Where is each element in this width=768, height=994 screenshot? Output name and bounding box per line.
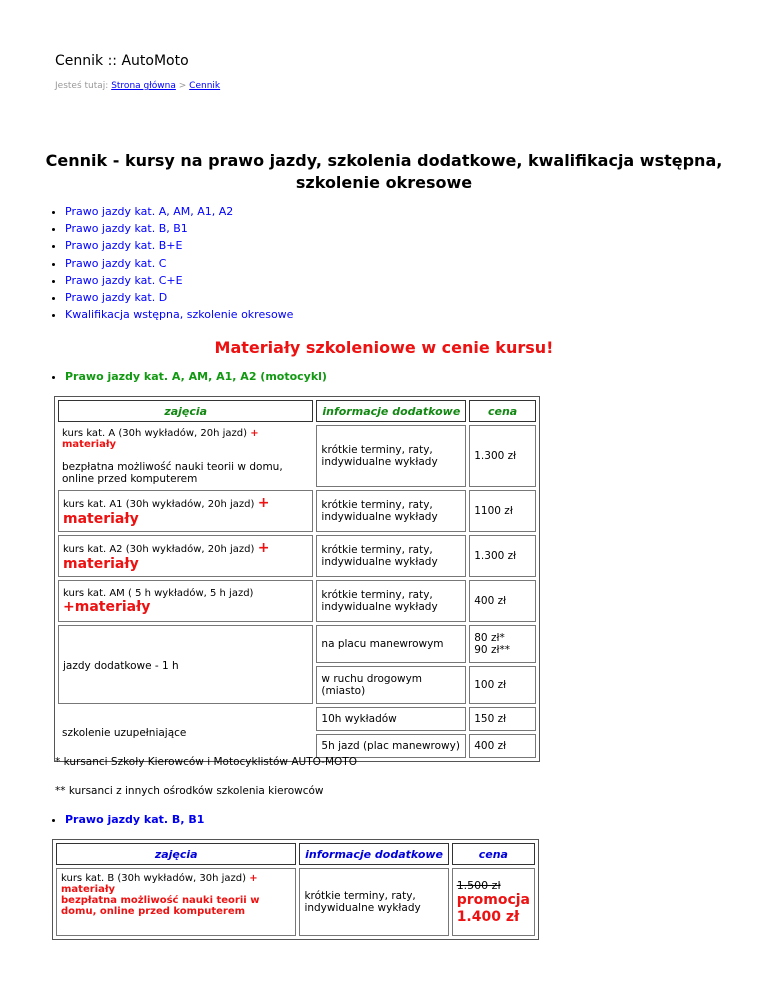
breadcrumb-home-link[interactable]: Strona główna <box>111 81 176 91</box>
row-refresh-price-2: 400 zł <box>469 734 536 758</box>
row-a2-price: 1.300 zł <box>469 535 536 577</box>
row-a2-course: kurs kat. A2 (30h wykładów, 20h jazd) <box>63 544 255 555</box>
row-a-label <box>58 425 313 487</box>
row-a1-label <box>58 490 313 532</box>
row-a1-course: kurs kat. A1 (30h wykładów, 20h jazd) <box>63 499 255 510</box>
row-b-plus: + <box>249 873 258 884</box>
row-am-info: krótkie terminy, raty, indywidualne wykłady <box>316 580 466 622</box>
breadcrumb-current-link[interactable]: Cennik <box>189 81 221 91</box>
row-am-label <box>58 580 313 622</box>
link-kat-b[interactable]: • Prawo jazdy kat. B, B1 <box>65 220 293 237</box>
row-a1-materials: materiały <box>63 511 139 527</box>
row-a-info: krótkie terminy, raty, indywidualne wykłady <box>316 425 466 487</box>
row-a1-price: 1100 zł <box>469 490 536 532</box>
row-refresh-price-1: 150 zł <box>469 707 536 731</box>
row-a2-label <box>58 535 313 577</box>
row-b-course: kurs kat. B (30h wykładów, 30h jazd) <box>61 873 247 884</box>
table-row <box>58 580 536 622</box>
header-zajecia: zajęcia <box>58 400 313 422</box>
breadcrumb-separator: > <box>178 81 187 91</box>
row-am-materials: +materiały <box>63 599 151 615</box>
row-a2-plus: + <box>257 540 270 556</box>
link-kat-d[interactable]: • Prawo jazdy kat. D <box>65 289 293 306</box>
row-b-promo-price: 1.400 zł <box>456 908 520 925</box>
row-a-materials: + materiały <box>62 428 259 450</box>
header-cena: cena <box>469 400 536 422</box>
row-a-price: 1.300 zł <box>469 425 536 487</box>
header-informacje-b: informacje dodatkowe <box>299 843 448 865</box>
row-extra-price-1 <box>469 625 536 663</box>
row-a-sub: bezpłatna możliwość nauki teorii w domu, online przed komputerem <box>62 461 283 485</box>
row-b-label <box>56 868 296 936</box>
row-am-price: 400 zł <box>469 580 536 622</box>
table-row <box>58 625 536 663</box>
row-refresh-info-2: 5h jazd (plac manewrowy) <box>316 734 466 758</box>
footnote-2: ** kursanci z innych ośrodków szkolenia kierowców <box>55 785 324 797</box>
price-table-a <box>54 396 540 762</box>
row-extra-price-1b: 90 zł** <box>474 644 510 656</box>
header-zajecia-b: zajęcia <box>56 843 296 865</box>
row-refresh-label: szkolenie uzupełniające <box>62 726 187 739</box>
row-refresh-info-1: 10h wykładów <box>316 707 466 731</box>
row-extra-price-2: 100 zł <box>469 666 536 704</box>
table-row <box>58 490 536 532</box>
row-a2-materials: materiały <box>63 556 139 572</box>
price-table-b <box>52 839 539 940</box>
row-a2-info: krótkie terminy, raty, indywidualne wykłady <box>316 535 466 577</box>
row-b-sub: bezpłatna możliwość nauki teorii w domu, online przed komputerem <box>61 895 260 917</box>
section-b-heading[interactable]: • Prawo jazdy kat. B, B1 <box>65 813 204 826</box>
row-extra-label: jazdy dodatkowe - 1 h <box>58 625 313 704</box>
table-row <box>58 707 536 731</box>
breadcrumb-prefix: Jesteś tutaj: <box>55 81 109 91</box>
row-b-promo-label: promocja <box>456 891 530 908</box>
section-b-heading-list <box>30 813 204 826</box>
breadcrumb <box>55 81 220 91</box>
row-a-course: kurs kat. A (30h wykładów, 20h jazd) <box>62 428 248 439</box>
section-a-heading-list <box>30 370 327 383</box>
row-b-info: krótkie terminy, raty, indywidualne wykłady <box>299 868 448 936</box>
site-title: Cennik :: AutoMoto <box>55 53 189 69</box>
table-row <box>56 868 535 936</box>
row-b-price <box>452 868 535 936</box>
category-link-list <box>30 203 293 323</box>
header-informacje: informacje dodatkowe <box>316 400 466 422</box>
row-b-materials: materiały <box>61 884 116 895</box>
table-row <box>58 535 536 577</box>
link-kat-a[interactable]: • Prawo jazdy kat. A, AM, A1, A2 <box>65 203 293 220</box>
link-kat-ce[interactable]: • Prawo jazdy kat. C+E <box>65 272 293 289</box>
row-b-old-price: 1.500 zł <box>456 878 501 892</box>
page-title: Cennik - kursy na prawo jazdy, szkolenia dodatkowe, kwalifikacja wstępna, szkolenie okresowe <box>45 151 723 192</box>
link-kat-be[interactable]: • Prawo jazdy kat. B+E <box>65 237 293 254</box>
row-am-course: kurs kat. AM ( 5 h wykładów, 5 h jazd) <box>63 588 254 599</box>
section-a-heading: • Prawo jazdy kat. A, AM, A1, A2 (motocykl) <box>65 370 327 383</box>
row-extra-info-2: w ruchu drogowym (miasto) <box>316 666 466 704</box>
promo-heading: Materiały szkoleniowe w cenie kursu! <box>214 338 554 357</box>
link-kat-c[interactable]: • Prawo jazdy kat. C <box>65 255 293 272</box>
row-a1-plus: + <box>257 495 270 511</box>
link-kwalifikacja[interactable]: • Kwalifikacja wstępna, szkolenie okresowe <box>65 306 293 323</box>
footnote-1: * kursanci Szkoły Kierowców i Motocyklistów AUTO-MOTO <box>55 756 357 768</box>
row-extra-price-1a: 80 zł* <box>474 632 505 644</box>
row-extra-info-1: na placu manewrowym <box>316 625 466 663</box>
table-row <box>58 425 536 487</box>
row-a1-info: krótkie terminy, raty, indywidualne wykłady <box>316 490 466 532</box>
header-cena-b: cena <box>452 843 535 865</box>
